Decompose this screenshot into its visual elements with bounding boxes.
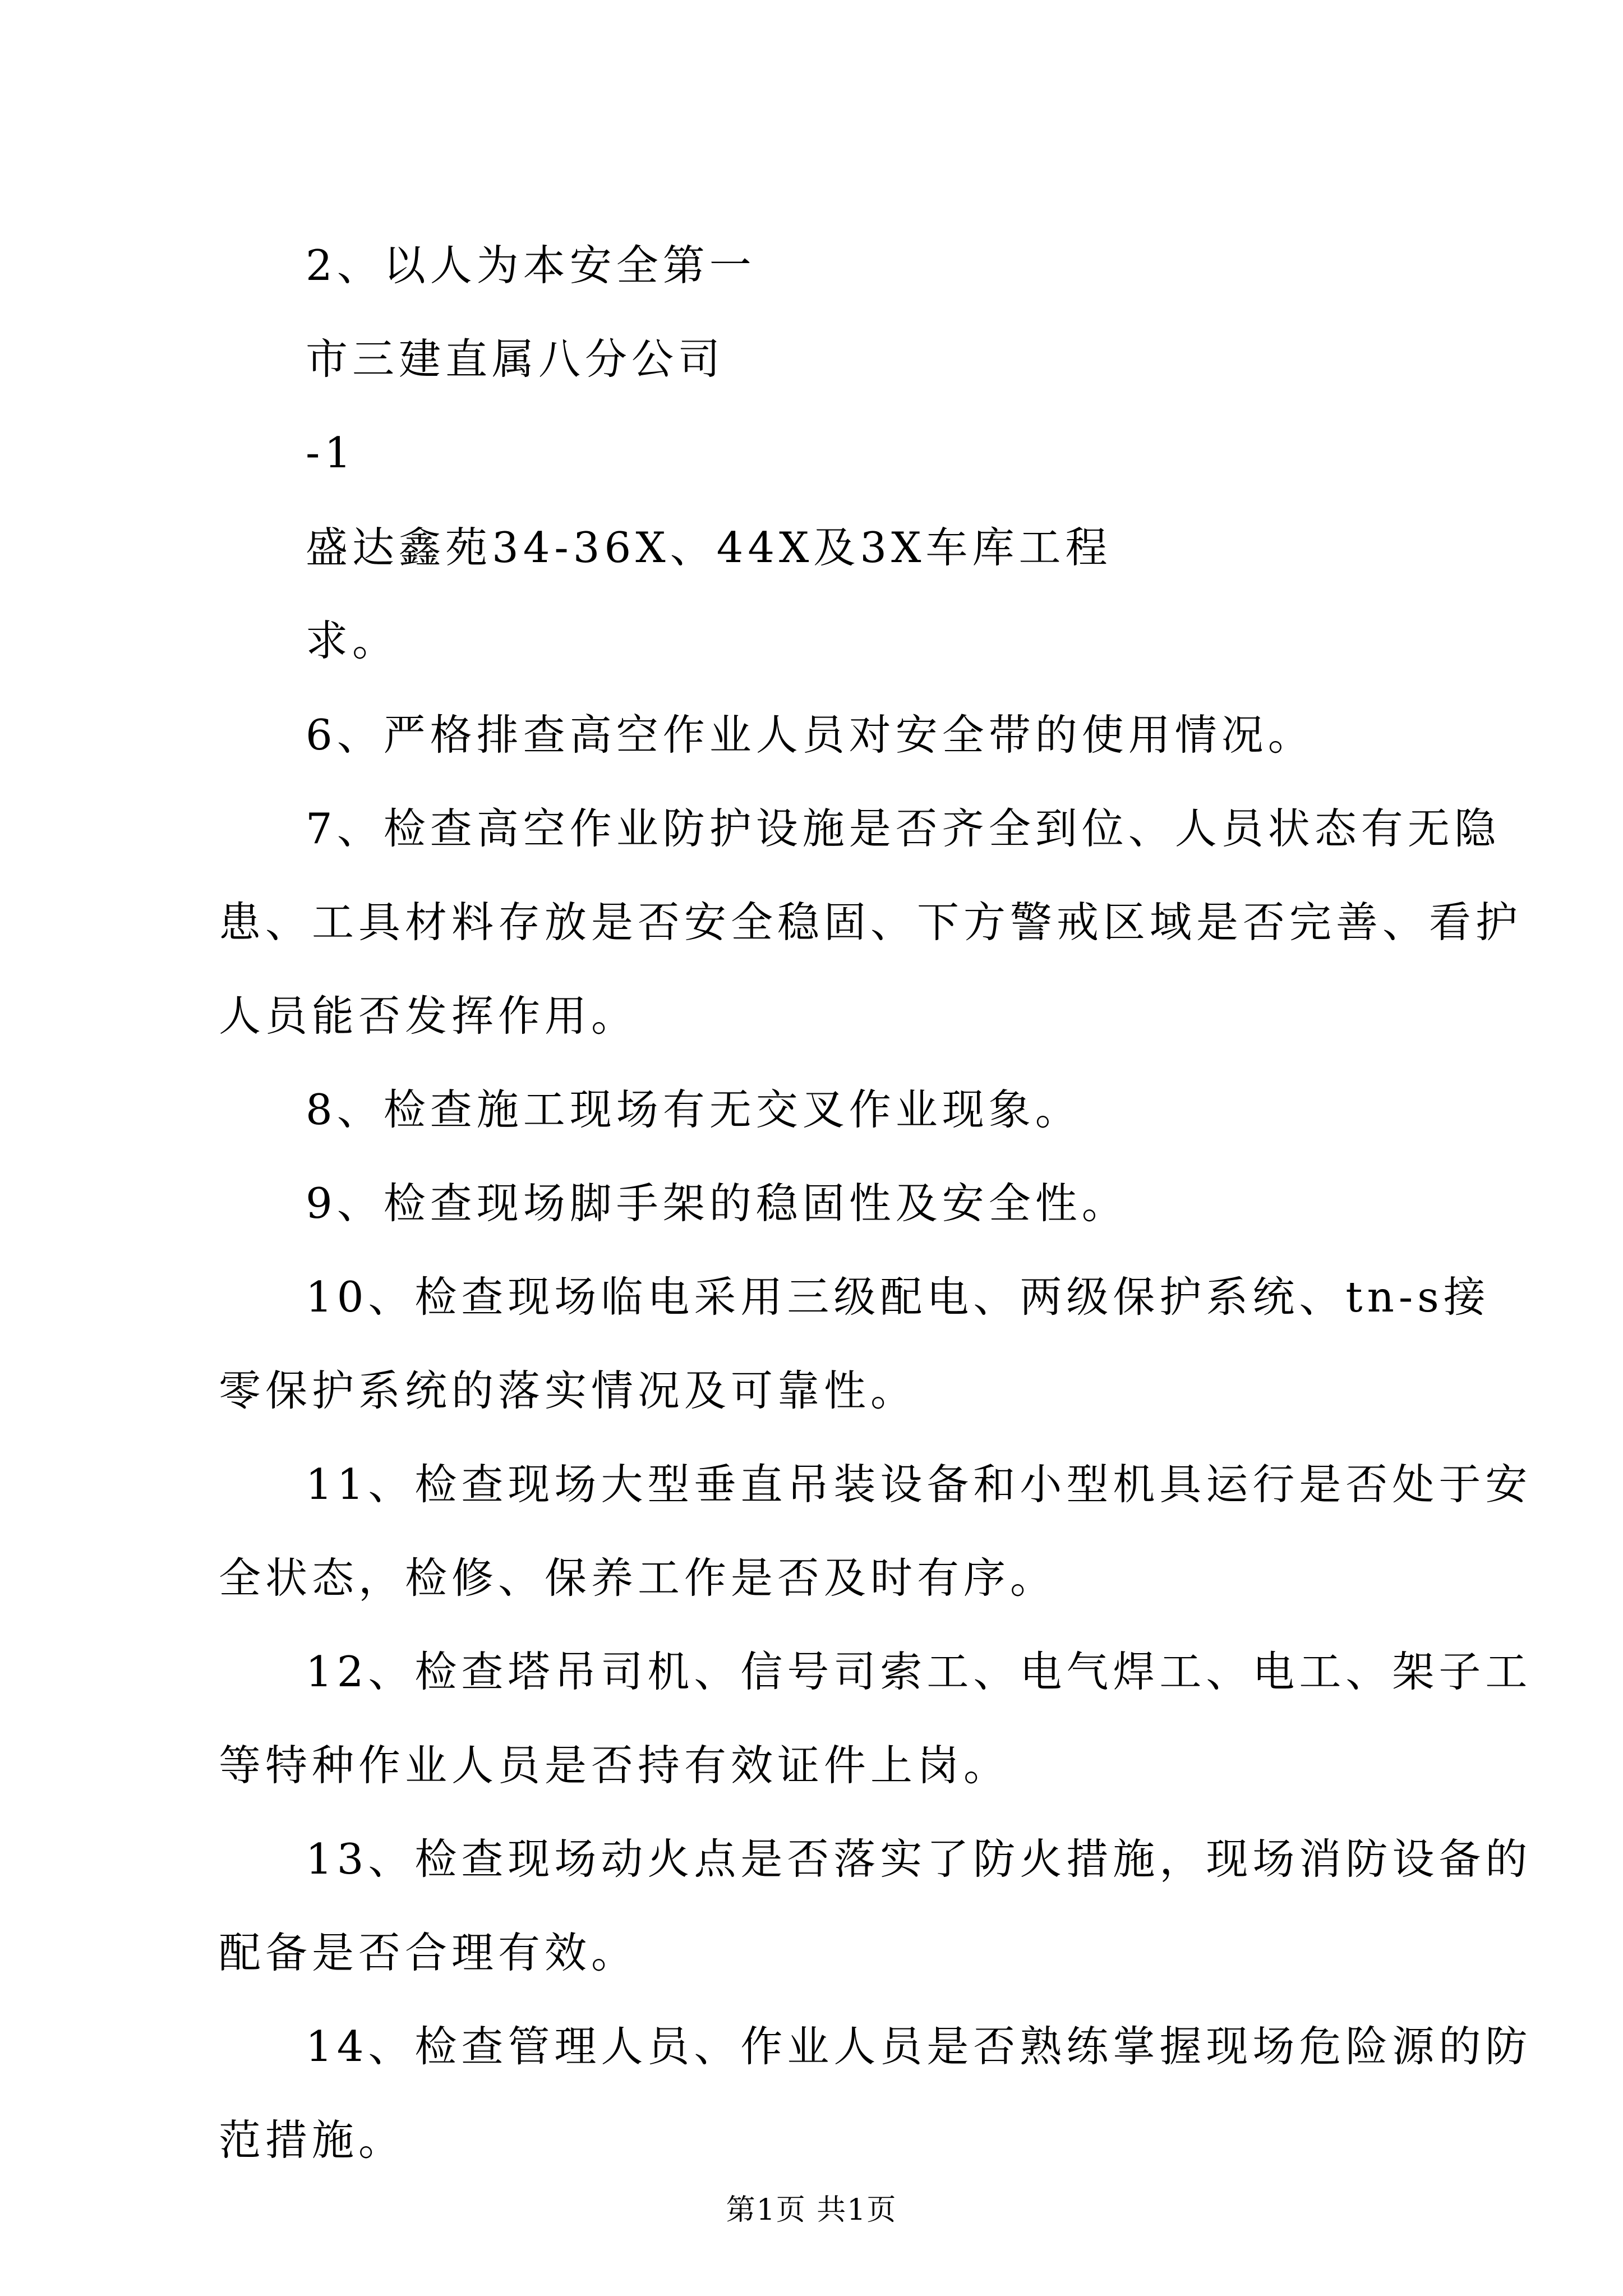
document-line: 患、工具材料存放是否安全稳固、下方警戒区域是否完善、看护 xyxy=(219,898,1523,947)
document-line: 求。 xyxy=(306,616,399,665)
document-line: -1 xyxy=(306,428,356,477)
document-line: 9、检查现场脚手架的稳固性及安全性。 xyxy=(306,1179,1128,1228)
document-line: 12、检查塔吊司机、信号司索工、电气焊工、电工、架子工 xyxy=(306,1647,1532,1696)
document-line: 6、严格排查高空作业人员对安全带的使用情况。 xyxy=(306,710,1315,760)
document-line: 等特种作业人员是否持有效证件上岗。 xyxy=(219,1741,1011,1790)
document-line: 盛达鑫苑34-36X、44X及3X车库工程 xyxy=(306,523,1112,572)
document-line: 人员能否发挥作用。 xyxy=(219,991,638,1041)
document-line: 零保护系统的落实情况及可靠性。 xyxy=(219,1366,917,1415)
document-line: 配备是否合理有效。 xyxy=(219,1928,638,1977)
document-line: 8、检查施工现场有无交叉作业现象。 xyxy=(306,1085,1082,1134)
document-line: 范措施。 xyxy=(219,2115,405,2165)
document-line: 13、检查现场动火点是否落实了防火措施，现场消防设备的 xyxy=(306,1834,1532,1884)
document-line: 14、检查管理人员、作业人员是否熟练掌握现场危险源的防 xyxy=(306,2022,1532,2071)
page-footer: 第1页 共1页 xyxy=(726,2193,897,2227)
document-line: 10、检查现场临电采用三级配电、两级保护系统、tn-s接 xyxy=(306,1272,1490,1322)
document-line: 7、检查高空作业防护设施是否齐全到位、人员状态有无隐 xyxy=(306,804,1501,853)
document-line: 11、检查现场大型垂直吊装设备和小型机具运行是否处于安 xyxy=(306,1460,1532,1509)
document-line: 市三建直属八分公司 xyxy=(306,334,725,384)
document-line: 2、以人为本安全第一 xyxy=(306,241,756,290)
document-line: 全状态，检修、保养工作是否及时有序。 xyxy=(219,1553,1057,1603)
